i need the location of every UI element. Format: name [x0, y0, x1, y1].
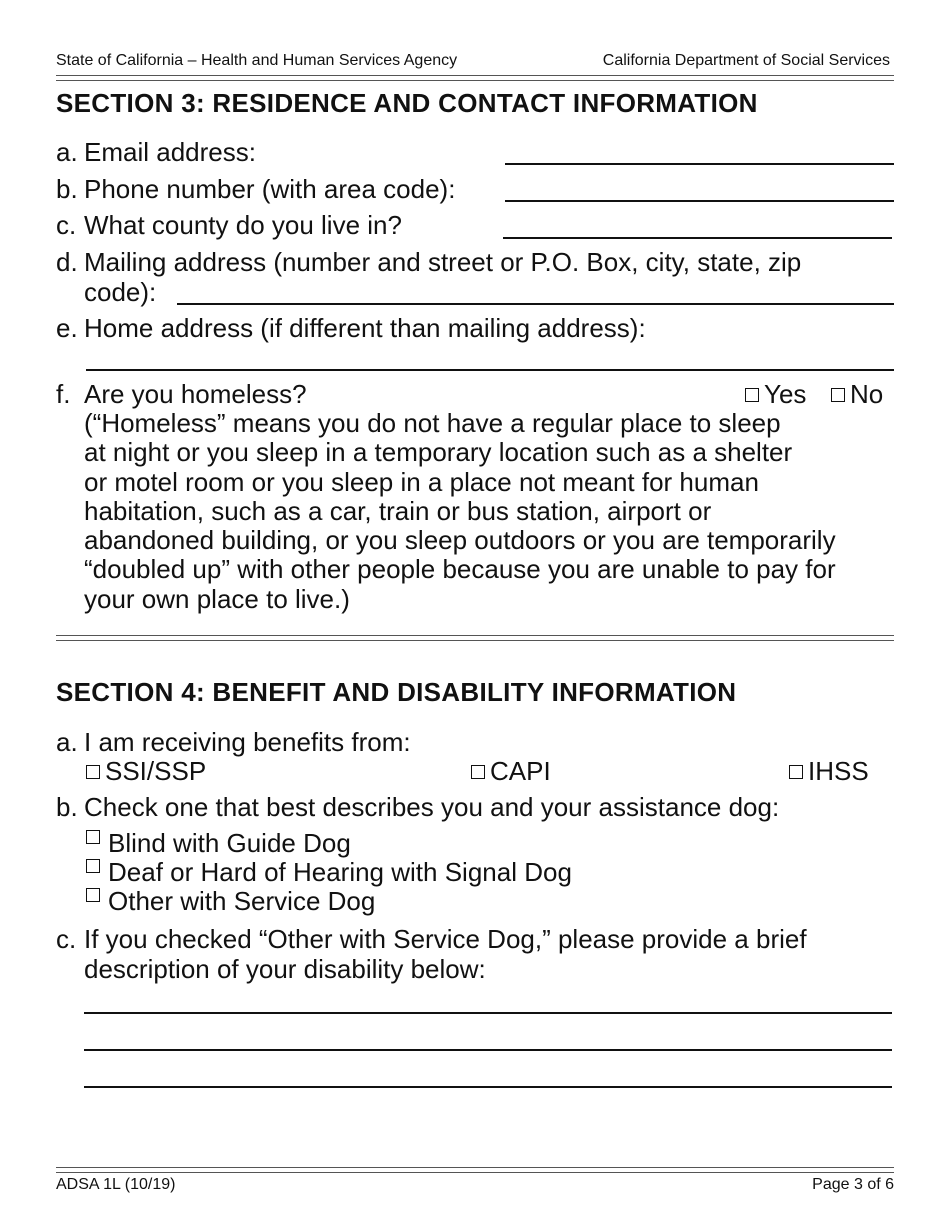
agency-name: State of California – Health and Human Services Agency [56, 52, 458, 69]
item-letter: a. [56, 727, 78, 757]
email-label: Email address: [84, 137, 256, 167]
definition-line: abandoned building, or you sleep outdoors or you are temporarily [84, 525, 836, 556]
footer-divider [56, 1167, 894, 1173]
homeless-label: Are you homeless? [84, 379, 307, 409]
item-letter: b. [56, 792, 78, 822]
capi-checkbox[interactable] [471, 765, 485, 779]
item-letter: a. [56, 137, 78, 167]
department-name: California Department of Social Services [602, 52, 890, 69]
homeless-no-option[interactable] [831, 379, 883, 409]
ihss-option[interactable] [789, 756, 869, 786]
no-label: No [850, 379, 884, 409]
no-checkbox[interactable] [831, 388, 845, 402]
guide-dog-option[interactable] [86, 828, 351, 858]
benefits-label: I am receiving benefits from: [84, 727, 411, 757]
item-letter: c. [56, 210, 77, 240]
definition-line: “doubled up” with other people because you are unable to pay for [84, 554, 836, 585]
definition-line: habitation, such as a car, train or bus station, airport or [84, 495, 712, 526]
phone-field[interactable] [505, 200, 894, 202]
section4-title: SECTION 4: BENEFIT AND DISABILITY INFORMATION [56, 677, 737, 707]
county-field[interactable] [503, 237, 892, 239]
header-divider [56, 75, 894, 81]
service-dog-label: Other with Service Dog [108, 886, 376, 916]
definition-line: (“Homeless” means you do not have a regular place to sleep [84, 408, 781, 438]
section-divider [56, 635, 894, 641]
signal-dog-checkbox[interactable] [86, 859, 100, 873]
disability-label: If you checked “Other with Service Dog,” please provide a brief [84, 924, 807, 954]
ihss-checkbox[interactable] [789, 765, 803, 779]
yes-label: Yes [764, 379, 807, 409]
yes-checkbox[interactable] [745, 388, 759, 402]
disability-field-line[interactable] [84, 1086, 892, 1088]
item-letter: b. [56, 174, 78, 204]
disability-field-line[interactable] [84, 1049, 892, 1051]
definition-line: or motel room or you sleep in a place not meant for human [84, 466, 759, 497]
ssi-ssp-label: SSI/SSP [105, 756, 207, 786]
email-field[interactable] [505, 163, 894, 165]
form-id: ADSA 1L (10/19) [56, 1176, 176, 1193]
item-letter: d. [56, 247, 78, 277]
service-dog-checkbox[interactable] [86, 888, 100, 902]
county-label: What county do you live in? [84, 210, 402, 240]
page-number: Page 3 of 6 [812, 1176, 894, 1193]
guide-dog-checkbox[interactable] [86, 830, 100, 844]
capi-label: CAPI [490, 756, 551, 786]
definition-line: at night or you sleep in a temporary location such as a shelter [84, 437, 793, 468]
home-address-field[interactable] [86, 369, 894, 371]
mailing-address-label: Mailing address (number and street or P.O. Box, city, state, zip [84, 247, 802, 277]
signal-dog-option[interactable] [86, 857, 572, 887]
homeless-yes-option[interactable] [745, 379, 806, 409]
homeless-definition [84, 409, 904, 614]
dog-type-label: Check one that best describes you and your assistance dog: [84, 792, 780, 822]
mailing-address-field[interactable] [177, 303, 894, 305]
section3-title: SECTION 3: RESIDENCE AND CONTACT INFORMATION [56, 88, 758, 118]
definition-line: your own place to live.) [84, 583, 350, 614]
phone-label: Phone number (with area code): [84, 174, 456, 204]
signal-dog-label: Deaf or Hard of Hearing with Signal Dog [108, 857, 572, 887]
ihss-label: IHSS [808, 756, 869, 786]
capi-option[interactable] [471, 756, 551, 786]
item-letter: e. [56, 313, 78, 343]
guide-dog-label: Blind with Guide Dog [108, 828, 351, 858]
disability-label-cont: description of your disability below: [84, 954, 486, 984]
mailing-address-label-cont: code): [84, 277, 157, 307]
home-address-label: Home address (if different than mailing address): [84, 313, 646, 343]
item-letter: c. [56, 924, 77, 954]
item-letter: f. [56, 379, 71, 409]
ssi-ssp-checkbox[interactable] [86, 765, 100, 779]
disability-field-line[interactable] [84, 1012, 892, 1014]
ssi-ssp-option[interactable] [86, 756, 206, 786]
service-dog-option[interactable] [86, 886, 375, 916]
